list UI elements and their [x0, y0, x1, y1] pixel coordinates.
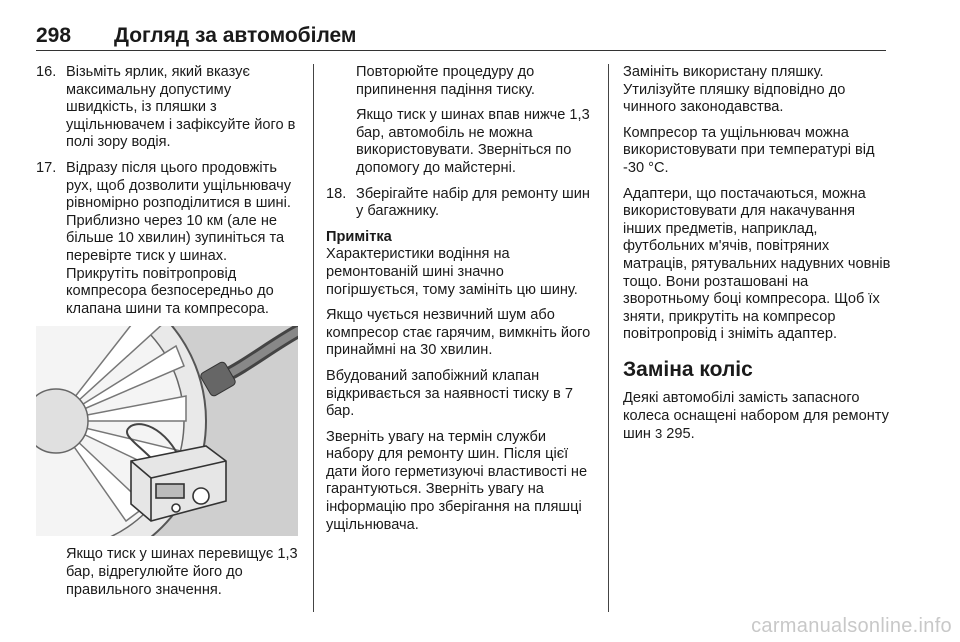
page-number: 298	[36, 24, 72, 47]
note-paragraph: Зверніть увагу на термін служби набору для ремонту шин. Після цієї дати його герметизуючі властивості не гарантуються. Зверніть увагу на інформацію про зберігання на пляшці ущільнювача.	[326, 428, 588, 533]
paragraph-wheel-change: Деякі автомобілі замість запасного колеса оснащені набором для ремонту шин 3 295.	[623, 389, 889, 443]
note-heading: Примітка	[326, 228, 392, 245]
step-number: 16.	[36, 64, 57, 80]
column-1	[36, 64, 298, 607]
step-16	[36, 64, 298, 152]
section-heading: Заміна коліс	[623, 357, 753, 381]
column-divider-1	[313, 64, 314, 612]
step-text: Візьміть ярлик, який вказує максимальну допустиму швидкість, із пляшки з ущільнювачем і зафіксуйте його в полі зору водія.	[66, 64, 296, 151]
step-number: 17.	[36, 159, 57, 176]
step-number: 18.	[326, 185, 347, 202]
page-header	[36, 18, 886, 51]
page-title: Догляд за автомобілем	[114, 24, 357, 47]
column-3	[623, 64, 893, 452]
paragraph-repeat: Повторюйте процедуру до припинення падіння тиску.	[356, 64, 535, 98]
compressor-drawing	[36, 326, 298, 536]
step-18	[326, 186, 596, 221]
watermark: carmanualsonline.info	[751, 615, 952, 637]
paragraph-adapters: Адаптери, що постачаються, можна використовувати для накачування інших предметів, наприклад, футбольних м'ячів, повітряних матраців, рятувальних надувних човнів тощо. Вони розташовані на зворотньому боці компресора. Щоб їх зняти, прикрутіть на компресор повітропровід і зніміть адаптер.	[623, 185, 891, 343]
paragraph-temperature: Компресор та ущільнювач можна використовувати при температурі від -30 °C.	[623, 124, 875, 176]
column-2	[326, 64, 596, 542]
note-paragraph: Якщо чується незвичний шум або компресор стає гарячим, вимкніть його принаймні на 30 хвилин.	[326, 307, 591, 359]
column-divider-2	[608, 64, 609, 612]
paragraph-replace-bottle: Замініть використану пляшку. Утилізуйте пляшку відповідно до чинного законодавства.	[623, 64, 846, 116]
paragraph-text: Деякі автомобілі замість запасного колеса оснащені набором для ремонту шин	[623, 389, 889, 443]
note-paragraph: Вбудований запобіжний клапан відкривається за наявності тиску в 7 бар.	[326, 367, 573, 420]
page-ref-arrow-icon: 3	[654, 426, 663, 442]
paragraph-low-pressure: Якщо тиск у шинах впав нижче 1,3 бар, автомобіль не можна використовувати. Зверніться по допомогу до майстерні.	[356, 107, 590, 176]
page-reference-link[interactable]: 295	[666, 426, 691, 443]
note-paragraph: Характеристики водіння на ремонтованій шині значно погіршується, тому замініть цю шину.	[326, 246, 578, 298]
step-text: Відразу після цього продовжіть рух, щоб дозволити ущільнювачу рівномірно розподілитися в шині. Приблизно через 10 км (але не більше 10 хвилин) зупиніться та перевірте тиск у шинах. Прикрутіть повітропровід компресора безпосередньо до клапана шини та компресора.	[66, 159, 292, 317]
caption: Якщо тиск у шинах перевищує 1,3 бар, відрегулюйте його до правильного значення.	[66, 546, 298, 598]
step-17	[36, 160, 298, 318]
step-text: Зберігайте набір для ремонту шин у багажнику.	[356, 185, 590, 220]
compressor-illustration	[36, 326, 298, 536]
